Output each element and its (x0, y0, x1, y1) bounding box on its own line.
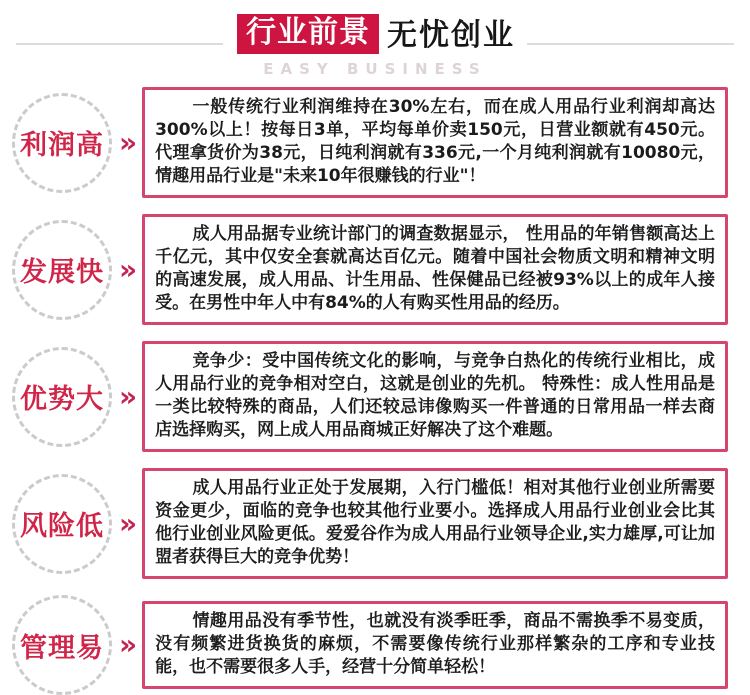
feature-label-circle: 优势大 (12, 347, 112, 447)
page-subtitle: EASY BUSINESS (263, 60, 487, 78)
double-chevron-icon: » (119, 628, 138, 661)
feature-text-box: 成人用品行业正处于发展期，入行门槛低！相对其他行业创业所需要资金更少，面临的竞争也较其他行业要小。选择成人用品行业创业会比其他行业创业风险更低。爱爱谷作为成人用品行业领导企业,实力雄厚,可让加盟者获得巨大的竞争优势！ (142, 468, 728, 579)
feature-row-growth (12, 214, 750, 325)
feature-row-management (12, 595, 750, 695)
feature-text-box: 成人用品据专业统计部门的调查数据显示， 性用品的年销售额高达上千亿元，其中仅安全套就高达百亿元。随着中国社会物质文明和精神文明的高速发展，成人用品、计生用品、性保健品已经被93%以上的成年人接受。在男性中年人中有84%的人有购买性用品的经历。 (142, 214, 728, 325)
page-title: 无忧创业 (387, 18, 515, 53)
feature-text-box: 竞争少：受中国传统文化的影响，与竞争白热化的传统行业相比，成人用品行业的竞争相对空白，这就是创业的先机。 特殊性：成人性用品是一类比较特殊的商品，人们还较忌讳像购买一件普通的日常用品一样去商店选择购买，网上成人用品商城正好解决了这个难题。 (142, 341, 728, 452)
double-chevron-icon: » (119, 379, 138, 413)
feature-text-box: 一般传统行业利润维持在30%左右，而在成人用品行业利润却高达300%以上！按每日3单，平均每单价卖150元，日营业额就有450元。代理拿货价为38元，日纯利润就有336元,一个月纯利润就有10080元，情趣用品行业是"未来10年很赚钱的行业"！ (142, 87, 728, 198)
feature-list (0, 87, 750, 695)
feature-label-circle: 发展快 (12, 220, 112, 320)
feature-row-advantage (12, 341, 750, 452)
feature-row-profit (12, 87, 750, 198)
double-chevron-icon: » (119, 252, 138, 286)
double-chevron-icon: » (119, 125, 138, 159)
page-header (0, 0, 750, 78)
feature-label-circle: 利润高 (12, 93, 112, 193)
double-chevron-icon: » (119, 506, 138, 540)
feature-row-risk (12, 468, 750, 579)
feature-label-circle: 管理易 (12, 595, 112, 695)
header-badge: 行业前景 (237, 14, 379, 54)
feature-label-circle: 风险低 (12, 474, 112, 574)
header-divider-left (16, 43, 223, 45)
feature-text-box: 情趣用品没有季节性，也就没有淡季旺季，商品不需换季不易变质，没有频繁进货换货的麻烦，不需要像传统行业那样繁杂的工序和专业技能，也不需要很多人手，经营十分简单轻松！ (142, 601, 728, 689)
header-divider-right (527, 43, 734, 45)
